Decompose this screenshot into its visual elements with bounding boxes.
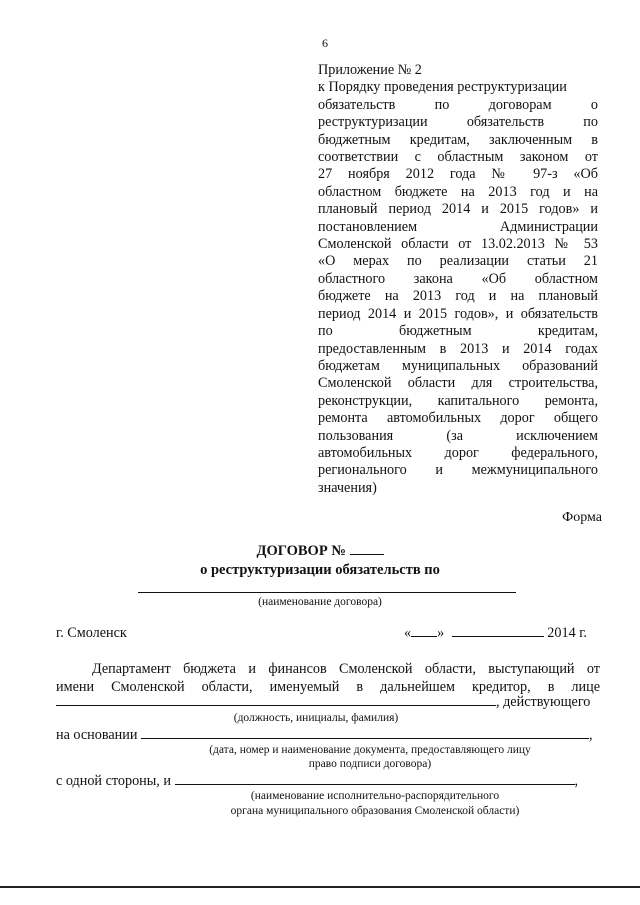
quote-open: «	[404, 625, 412, 641]
on-basis-label: на основании	[56, 727, 138, 743]
appendix-line: по бюджетным кредитам,	[318, 323, 598, 340]
position-blank[interactable]	[56, 705, 496, 706]
day-blank[interactable]	[411, 636, 437, 637]
appendix-line: значения)	[318, 479, 377, 496]
month-blank[interactable]	[452, 636, 544, 637]
appendix-line: Приложение № 2	[318, 62, 422, 78]
appendix-line: регионального и межмуниципального	[318, 462, 598, 479]
paragraph-line-2: имени Смоленской области, именуемый в дальнейшем кредитор, в лице	[56, 679, 600, 695]
contract-number-blank[interactable]	[350, 554, 384, 555]
appendix-line: автомобильных дорог федерального,	[318, 444, 598, 461]
basis-row	[56, 727, 600, 744]
comma: ,	[589, 727, 593, 743]
contract-name-caption: (наименование договора)	[258, 596, 382, 608]
org-caption-2: органа муниципального образования Смоленской области)	[230, 805, 520, 817]
document-caption-2: право подписи договора)	[308, 758, 432, 770]
acting-suffix: , действующего	[496, 694, 591, 710]
form-label: Форма	[562, 510, 602, 525]
appendix-line: период 2014 и 2015 годов», и обязательств	[318, 305, 598, 322]
page-number: 6	[322, 36, 328, 50]
page-bottom-divider	[0, 886, 640, 888]
appendix-line: бюджетным кредитам, заключенным в	[318, 131, 598, 148]
appendix-line: областного закона «Об областном	[318, 270, 598, 287]
appendix-line: Смоленской области от 13.02.2013 № 53	[318, 236, 598, 253]
document-caption-1: (дата, номер и наименование документа, предоставляющего лицу	[209, 744, 531, 756]
contract-title	[0, 543, 640, 560]
paragraph-line-1: Департамент бюджета и финансов Смоленской области, выступающий от	[92, 661, 600, 677]
appendix-line: к Порядку проведения реструктуризации	[318, 79, 567, 96]
appendix-line: пользования (за исключением	[318, 427, 598, 444]
date-field	[404, 625, 587, 642]
basis-blank[interactable]	[141, 738, 589, 739]
appendix-line: предоставленным в 2013 и 2014 годах	[318, 340, 598, 357]
appendix-line: Смоленской области для строительства,	[318, 375, 598, 392]
appendix-line: реконструкции, капитального ремонта,	[318, 392, 598, 409]
appendix-line: бюджетам муниципальных образований	[318, 357, 598, 374]
appendix-line: плановый период 2014 и 2015 годов» и	[318, 201, 598, 218]
appendix-line: «О мерах по реализации статьи 21	[318, 253, 598, 270]
contract-subtitle: о реструктуризации обязательств по	[200, 562, 440, 578]
contract-name-line[interactable]	[138, 592, 516, 593]
appendix-line: соответствии с областным законом от	[318, 149, 598, 166]
comma: ,	[574, 773, 579, 789]
contract-title-text: ДОГОВОР №	[256, 543, 346, 559]
body-paragraph	[56, 660, 600, 696]
appendix-header	[318, 62, 598, 497]
quote-close: »	[437, 625, 445, 641]
city-label: г. Смоленск	[56, 625, 127, 641]
appendix-line: ремонта автомобильных дорог общего	[318, 410, 598, 427]
appendix-line: реструктуризации обязательств по	[318, 114, 598, 131]
appendix-line: постановлением Администрации	[318, 218, 598, 235]
one-side-row	[56, 773, 600, 790]
year-label: 2014 г.	[547, 625, 587, 641]
organization-blank[interactable]	[175, 784, 575, 785]
org-caption-1: (наименование исполнительно-распорядительного	[250, 790, 500, 802]
position-row	[56, 694, 600, 711]
appendix-line: областном бюджете на 2013 год и на	[318, 183, 598, 200]
appendix-line: 27 ноября 2012 года № 97-з «Об	[318, 166, 598, 183]
appendix-line: бюджете на 2013 год и на плановый	[318, 288, 598, 305]
position-caption: (должность, инициалы, фамилия)	[233, 712, 399, 724]
one-side-label: с одной стороны, и	[56, 773, 171, 789]
appendix-line: обязательств по договорам о	[318, 96, 598, 113]
